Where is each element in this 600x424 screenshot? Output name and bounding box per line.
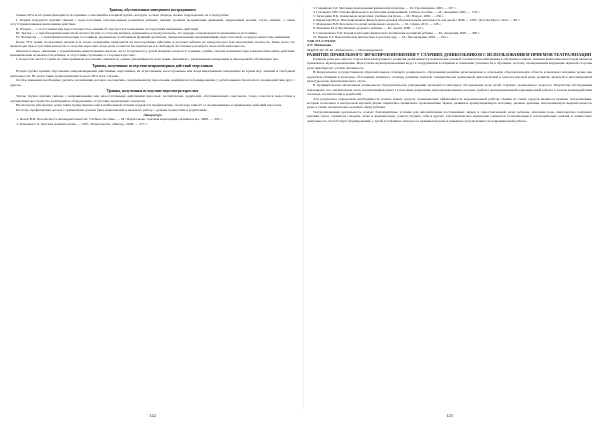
body-paragraph: Поэтому профилактика детского травматизма должна быть комплексной и включать работу с детьми, педагогами и родителями. <box>16 107 208 112</box>
section1-item: IV. Четвертая — с психофизиологическим состоянием, временным ослаблением функций организма, эмоциональными переживаниями, недостаточной сосредоточенностью внимания. <box>16 35 291 40</box>
reference-item: 7. Макаренко В.Н. Безопасность детей дошкольного возраста. — М.: Сфера, 2013. — 128 с. <box>313 22 442 27</box>
author-affiliation: МАДОУ ДС № 46 «Забавушка», г. Нижневартовск <box>307 47 383 52</box>
reference-item: 9. Степаненкова Э.Я. Теория и методика физического воспитания и развития ребенка. — М.: Академия, 2005. — 368 с. <box>313 30 481 35</box>
section3-title: Травмы, полученные вследствие недосмотра взрослых <box>106 88 199 93</box>
section1-item: I. Первая подгруппа причин связана с недостаточным сенсомоторным развитием ребенка: низким уровнем координации движений, нарушением зрения, слуха, памяти, а также отсутствием навыков выполнения действия. <box>10 17 295 27</box>
section1-item: III. Третья — с преобладанием известной опасности или со стороны ребенка, неумением ее предусмотреть, что нередко сопровождается незнанием ее источника. <box>16 31 258 36</box>
reference-item: 2. Бахарева Г.А. Детская травматология. — СПб.: Издательство «Питер», 2008. — 377 с. <box>20 122 295 126</box>
article-title: РАЗВИТИЕ ПРАВИЛЬНОГО ЗВУКОПРОИЗНОШЕНИЯ У СТАРШИХ ДОШКОЛЬНИКОВ С ИСПОЛЬЗОВАНИЕМ ПРИЕМОВ ТЕАТРАЛИЗАЦИИ <box>307 51 592 57</box>
body-paragraph: Несмотря на небольшую долю таких травм, именно они в наибольшей степени поддаются профилактике, поскольку зависят от своевременных и правильных действий взрослых. <box>16 103 283 108</box>
reference-item: 10. Юдина Е.Г. Педагогическая диагностика в детском саду. — М.: Просвещение, 2003. — 192 с. <box>313 34 449 39</box>
left-page <box>10 6 295 424</box>
body-paragraph: С возрастом частота травм по этим причинам постепенно снижается, однако увеличивается доля травм, связанных с рискованным поведением и переоценкой собственных сил. <box>16 57 279 62</box>
reference-item: 3. Гаврищова Т.Д. Методика преподавания физической культуры. — М.: Просвещение, 2003. — 207 с. <box>313 6 457 10</box>
body-paragraph: Театрализованная деятельность создает благоприятные условия для автоматизации поставленных звуков в самостоятельной речи: ребенок, исполняя роль, многократно повторяет реплики героя, стремится говорить четко и выразительно, учится слушать себя и других. Систематическое включение элементов театрализации в логопедические занятия и совместную деятельность способствует формированию у детей устойчивого интереса к правильной речи и повышает результативность коррекционной работы. <box>307 109 592 123</box>
body-paragraph: Особое внимание необходимо уделять организации детского коллектива, своевременному пресечению конфликтов и формированию у детей навыков безопасного взаимодействия друг с другом. <box>10 78 295 87</box>
section1-item: II. Вторая — с отсутствием или недостаточностью знаний об опасности и возможных последствиях выбранных действий. <box>16 26 199 31</box>
body-paragraph: Третья группа причин связана с неправильными или недостаточными действиями взрослых: воспитателей, родителей, обслуживающего персонала. Сюда относятся недостатки в организации пространства, неисправное оборудование, отсутствие надлежащего контроля. <box>10 94 295 103</box>
section1-intro: Свыше 40% всех травм приходится по причине, относящейся к первой группе, которую, в свою очередь, можно подразделить на 4 подгруппы: <box>16 13 230 18</box>
body-paragraph: Развитие речи как одна из сторон интеллектуального развития детей является показателем речевой готовности воспитанника к обучению в школе, важным компонентом которой является правильное звукопроизношение. Недостатки звукопроизношения ведут к затруднениям в общении и снижению успешности в обучении, поэтому своевременная коррекция звуковой стороны речи приобретает особую значимость. <box>307 56 592 70</box>
body-paragraph: Вторая группа причин обусловлена неправомерными действиями сверстников, их агрессивным, неосторожным или неорганизованным поведением во время игр, занятий и свободной деятельности. На долю таких травм приходится около 20% всех случаев. <box>10 69 295 78</box>
body-paragraph: Более 70% травм, полученных детьми в-за своего поведения, приходится на неосторожные действия, в которых ребенок не предусмотрел или недооценил опасность. Чаще всего это происходит при отсутствии контроля со стороны взрослых, когда дети остаются без присмотра и в свободной обстановке реализуют свою любознательность. <box>10 39 295 49</box>
section1-title: Травмы, обусловленные поведением пострадавшего <box>109 8 196 12</box>
references-continued <box>307 6 592 39</box>
right-page <box>307 6 592 424</box>
reference-item: 4. Гуленкова Л.Ю. Основы физического воспитания дошкольников: учебное пособие. — М.: Академия, 2005. — 176 с. <box>313 10 480 15</box>
article-author: Т.Л. Митюкова <box>307 43 332 48</box>
reference-item: 1. Белов В.И. Безопасность жизнедеятельности: Учебное пособие. — М.: Издательско-торговая корпорация «Дашков и К», 2008. — 352 с. <box>20 117 295 121</box>
body-paragraph: Опасная в мере, связанная с ограниченным двигательным опытом, часто встречается у детей младшего возраста: падение, ушибы, порезы возникают при попытке выполнить действия, превышающие возможности ребенка, и отсутствии страховки со стороны взрослых. <box>10 48 295 58</box>
references-title: Литература <box>143 112 162 117</box>
reference-item: 5. Загвоздкин В.К. Дошкольная педагогика: учебник для вузов. — М.: Владос, 2002. — 256 с. <box>313 14 445 19</box>
body-paragraph: В муниципальном автономном дошкольном образовательном учреждении проводится ежегодное обследование речи детей старшего дошкольного возраста. Результаты обследования показывают, что значительная часть воспитанников имеет те или иные нарушения звукопроизношения, которые требуют целенаправленной коррекционной работы в тесном взаимодействии логопеда, воспитателей и родителей. <box>307 83 592 97</box>
references-list <box>10 117 295 126</box>
section2-title: Травмы, полученные вследствие неправомерных действий сверстников <box>92 63 213 68</box>
page-number-right: 123 <box>446 412 453 418</box>
reference-item: 8. Маханева М.Д. Воспитание здорового ребенка. — М.: Аркти, 2000. — 112 с. <box>313 26 424 31</box>
page-number-left: 122 <box>149 412 156 418</box>
gutter-divider <box>303 6 304 410</box>
udk-code: УДК 373.2:376.833 <box>307 38 336 43</box>
body-paragraph: Эти результаты определили необходимость поиска новых средств, повышающих эффективность коррекционной работы. Одним из таких средств являются приемы театрализации, которые позволяют в интересной игровой форме закреплять правильное произношение звуков, развивать артикуляционную моторику, речевое дыхание, интонационную выразительность речи, а также эмоционально-волевую сферу ребенка. <box>307 96 592 110</box>
body-paragraph: В Федеральном государственном образовательном стандарте дошкольного образования развитие речи выделено в отдельную образовательную область и включает владение речью как средством общения и культуры, обогащение активного словаря, развитие связной, грамматически правильной диалогической и монологической речи, развитие звуковой и интонационной культуры речи, фонематического слуха. <box>307 70 592 83</box>
reference-item: 6. Кириллова Ю.А. Интегрированная физкультурно-речевая образовательная деятельность для детей с ОНР. — СПб.: Детство-Пресс, 2012. — 80 с. <box>313 18 521 23</box>
